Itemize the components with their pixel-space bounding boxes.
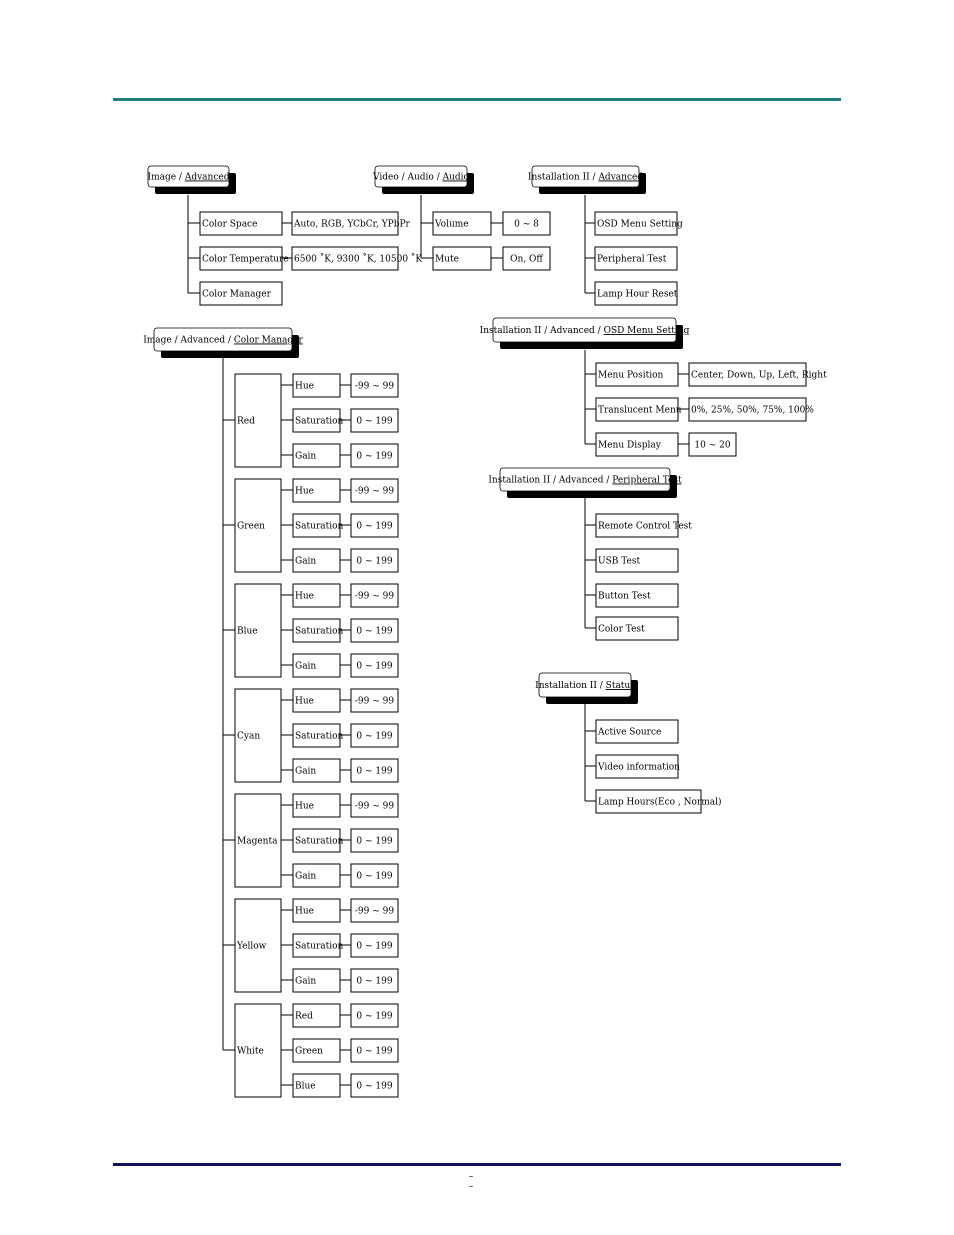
color-group-yellow-saturation-label: Saturation <box>295 941 344 952</box>
osd-menu-setting-header-title <box>480 326 690 336</box>
image-advanced-header-current: Advanced <box>184 172 230 183</box>
color-group-red-gain-range-label: 0 ~ 199 <box>356 451 393 462</box>
color-group-yellow-gain-label: Gain <box>295 976 317 987</box>
image-advanced-color-manager-label: Color Manager <box>202 289 271 300</box>
color-group-red-hue-range-label: -99 ~ 99 <box>354 381 395 392</box>
osd-menu-setting-header-path: Installation II / Advanced / <box>479 326 604 336</box>
color-group-cyan-saturation-range-label: 0 ~ 199 <box>356 731 393 742</box>
color-group-yellow-saturation-range-label: 0 ~ 199 <box>356 941 393 952</box>
color-group-red-saturation-range-label: 0 ~ 199 <box>356 416 393 427</box>
installation-advanced-osd-menu-setting-label: OSD Menu Setting <box>597 219 683 230</box>
osd-translucent-menu-value-label: 0%, 25%, 50%, 75%, 100% <box>691 405 814 416</box>
color-group-cyan-saturation-label: Saturation <box>295 731 344 742</box>
color-group-blue-hue-range-label: -99 ~ 99 <box>354 591 395 602</box>
color-group-red-saturation-label: Saturation <box>295 416 344 427</box>
status-header-current: Status <box>605 681 635 691</box>
status-header-title <box>535 681 635 691</box>
color-group-white-red-range-label: 0 ~ 199 <box>356 1011 393 1022</box>
color-manager-header-current: Color Manager <box>233 335 303 346</box>
video-audio-header-current: Audio <box>442 172 469 183</box>
color-group-green-hue-range-label: -99 ~ 99 <box>354 486 395 497</box>
color-group-blue-gain-range-label: 0 ~ 199 <box>356 661 393 672</box>
peripheral-remote-control-test-label: Remote Control Test <box>598 521 692 532</box>
color-group-cyan-hue-label: Hue <box>295 696 314 707</box>
color-group-magenta-hue-label: Hue <box>295 801 314 812</box>
osd-menu-position-value-label: Center, Down, Up, Left, Right <box>691 370 827 381</box>
image-advanced-color-temperature-value-label: 6500 ˚K, 9300 ˚K, 10500 ˚K <box>294 254 423 265</box>
color-group-magenta-label: Magenta <box>237 836 278 847</box>
peripheral-test-header-current: Peripheral Test <box>612 475 682 486</box>
color-group-magenta-gain-range-label: 0 ~ 199 <box>356 871 393 882</box>
color-group-white-red-label: Red <box>295 1011 313 1022</box>
color-group-yellow-hue-range-label: -99 ~ 99 <box>354 906 395 917</box>
status-header-path: Installation II / <box>535 681 606 691</box>
video-audio-header-title <box>372 173 469 183</box>
peripheral-button-test-label: Button Test <box>598 591 651 602</box>
color-manager-header-title <box>143 336 303 346</box>
color-group-blue-label: Blue <box>237 626 258 637</box>
status-video-information-label: Video information <box>598 762 680 773</box>
status-lamp-hours-eco-normal-label: Lamp Hours(Eco , Normal) <box>598 797 722 808</box>
installation-advanced-header-title <box>528 173 643 183</box>
color-group-white-label: White <box>237 1046 264 1057</box>
color-group-magenta-saturation-label: Saturation <box>295 836 344 847</box>
installation-advanced-header-path: Installation II / <box>527 172 599 183</box>
color-group-red-hue-label: Hue <box>295 381 314 392</box>
osd-menu-position-label: Menu Position <box>598 370 664 381</box>
status-active-source-label: Active Source <box>598 727 662 738</box>
color-group-magenta-hue-range-label: -99 ~ 99 <box>354 801 395 812</box>
image-advanced-header-title <box>148 173 230 183</box>
color-group-red-gain-label: Gain <box>295 451 317 462</box>
color-group-blue-saturation-range-label: 0 ~ 199 <box>356 626 393 637</box>
color-group-green-gain-range-label: 0 ~ 199 <box>356 556 393 567</box>
color-group-red-label: Red <box>237 416 255 427</box>
installation-advanced-header-current: Advanced <box>598 172 644 183</box>
color-group-cyan-gain-range-label: 0 ~ 199 <box>356 766 393 777</box>
video-audio-mute-value-label: On, Off <box>510 254 543 265</box>
color-group-cyan-gain-label: Gain <box>295 766 317 777</box>
color-group-blue-gain-label: Gain <box>295 661 317 672</box>
color-group-white-blue-range-label: 0 ~ 199 <box>356 1081 393 1092</box>
osd-menu-display-value-label: 10 ~ 20 <box>694 440 731 451</box>
image-advanced-header-path: Image / <box>147 172 185 183</box>
color-group-green-hue-label: Hue <box>295 486 314 497</box>
osd-menu-setting-header-current: OSD Menu Setting <box>603 326 690 336</box>
color-group-yellow-gain-range-label: 0 ~ 199 <box>356 976 393 987</box>
color-manager-header-path: Image / Advanced / <box>143 335 234 346</box>
color-group-blue-saturation-label: Saturation <box>295 626 344 637</box>
color-group-cyan-hue-range-label: -99 ~ 99 <box>354 696 395 707</box>
video-audio-volume-label: Volume <box>435 219 469 230</box>
osd-menu-display-label: Menu Display <box>598 440 661 451</box>
color-group-white-blue-label: Blue <box>295 1081 316 1092</box>
osd-translucent-menu-label: Translucent Menu <box>598 405 682 416</box>
color-group-white-green-label: Green <box>295 1046 323 1057</box>
peripheral-test-header-path: Installation II / Advanced / <box>488 475 613 486</box>
color-group-white-green-range-label: 0 ~ 199 <box>356 1046 393 1057</box>
peripheral-test-header-title <box>488 476 682 486</box>
peripheral-color-test-label: Color Test <box>598 624 645 635</box>
color-group-green-saturation-label: Saturation <box>295 521 344 532</box>
video-audio-header-path: Video / Audio / <box>373 172 443 183</box>
page-number: – – <box>468 1172 486 1192</box>
color-group-green-saturation-range-label: 0 ~ 199 <box>356 521 393 532</box>
color-group-magenta-saturation-range-label: 0 ~ 199 <box>356 836 393 847</box>
color-group-green-label: Green <box>237 521 265 532</box>
color-group-magenta-gain-label: Gain <box>295 871 317 882</box>
image-advanced-color-temperature-label: Color Temperature <box>202 254 289 265</box>
image-advanced-color-space-value-label: Auto, RGB, YCbCr, YPbPr <box>294 219 410 230</box>
video-audio-volume-value-label: 0 ~ 8 <box>514 219 539 230</box>
image-advanced-color-space-label: Color Space <box>202 219 258 230</box>
peripheral-usb-test-label: USB Test <box>598 556 641 567</box>
color-group-blue-hue-label: Hue <box>295 591 314 602</box>
color-group-cyan-label: Cyan <box>237 731 261 742</box>
video-audio-mute-label: Mute <box>435 254 459 265</box>
color-group-yellow-label: Yellow <box>237 941 267 952</box>
color-group-yellow-hue-label: Hue <box>295 906 314 917</box>
installation-advanced-lamp-hour-reset-label: Lamp Hour Reset <box>597 289 678 300</box>
installation-advanced-peripheral-test-label: Peripheral Test <box>597 254 667 265</box>
color-group-green-gain-label: Gain <box>295 556 317 567</box>
